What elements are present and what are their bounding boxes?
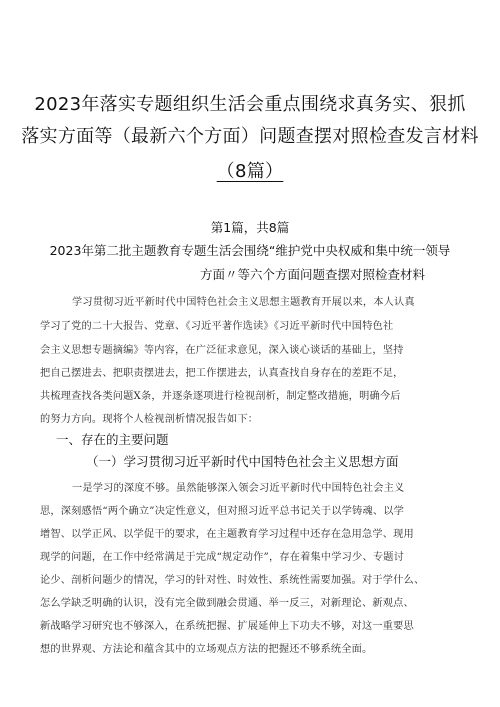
paragraph-2-line: 现学的问题，在工作中经常满足于完成“规定动作”，存在着集中学习少、专题讨 [40, 552, 404, 563]
subsection-heading: （一）学习贯彻习近平新时代中国特色社会主义思想方面 [86, 454, 399, 469]
paragraph-2-line: 想的世界观、方法论和蕴含其中的立场观点方法的把握还不够系统全面。 [40, 644, 373, 655]
paragraph-2-line: 论少、剖析问题少的情况，学习的针对性、时效性、系统性需要加强。对于学什么、 [40, 575, 425, 586]
paragraph-2-line: 一是学习的深度不够。虽然能够深入领会习近平新时代中国特色社会主义 [72, 483, 405, 494]
paragraph-1-line: 的努力方向。现将个人检视剖析情况报告如下： [40, 414, 259, 425]
document-title-line-2: 落实方面等（最新六个方面）问题查摆对照检查发言材料 [21, 126, 479, 147]
paragraph-2-line: 新战略学习研究也不够深入，在系统把握、扩展延伸上下功夫不够，对这一重要思 [40, 621, 414, 632]
paragraph-2-line: 思，深刻感悟“两个确立”决定性意义，但对照习近平总书记关于以学铸魂、以学 [40, 506, 404, 517]
paragraph-1-line: 学习了党的二十大报告、党章、《习近平著作选读》《习近平新时代中国特色社 [40, 321, 394, 332]
document-title-count: （8篇） [216, 161, 284, 182]
section-heading: 一、存在的主要问题 [56, 432, 169, 447]
paragraph-2-line: 怎么学缺乏明确的认识，没有完全做到融会贯通、举一反三，对新理论、新观点、 [40, 598, 414, 609]
paragraph-1-line: 把自己摆进去、把职责摆进去，把工作摆进去，认真查找自身存在的差距不足， [40, 368, 404, 379]
paragraph-1-line: 共梳理查找各类问题X条，并逐条逐项进行检视剖析，制定整改措施，明确今后 [40, 391, 401, 402]
paragraph-2-line: 增智、以学正风、以学促干的要求，在主题教育学习过程中还存在急用急学、现用 [40, 529, 414, 540]
document-title-line-1: 2023年落实专题组织生活会重点围绕求真务实、狠抓 [34, 94, 466, 115]
article-subtitle-line-2: 方面〃等六个方面问题查摆对照检查材料 [200, 267, 426, 282]
article-counter: 第1篇，共8篇 [210, 220, 290, 235]
paragraph-1-line: 会主义思想专题摘编》等内容，在广泛征求意见，深入谈心谈话的基础上，坚持 [40, 345, 404, 356]
article-subtitle-line-1: 2023年第二批主题教育专题生活会围绕“维护党中央权威和集中统一领导 [49, 243, 451, 258]
document-title-line-3 [0, 157, 500, 183]
paragraph-1-line: 学习贯彻习近平新时代中国特色社会主义思想主题教育开展以来，本人认真 [72, 297, 415, 308]
